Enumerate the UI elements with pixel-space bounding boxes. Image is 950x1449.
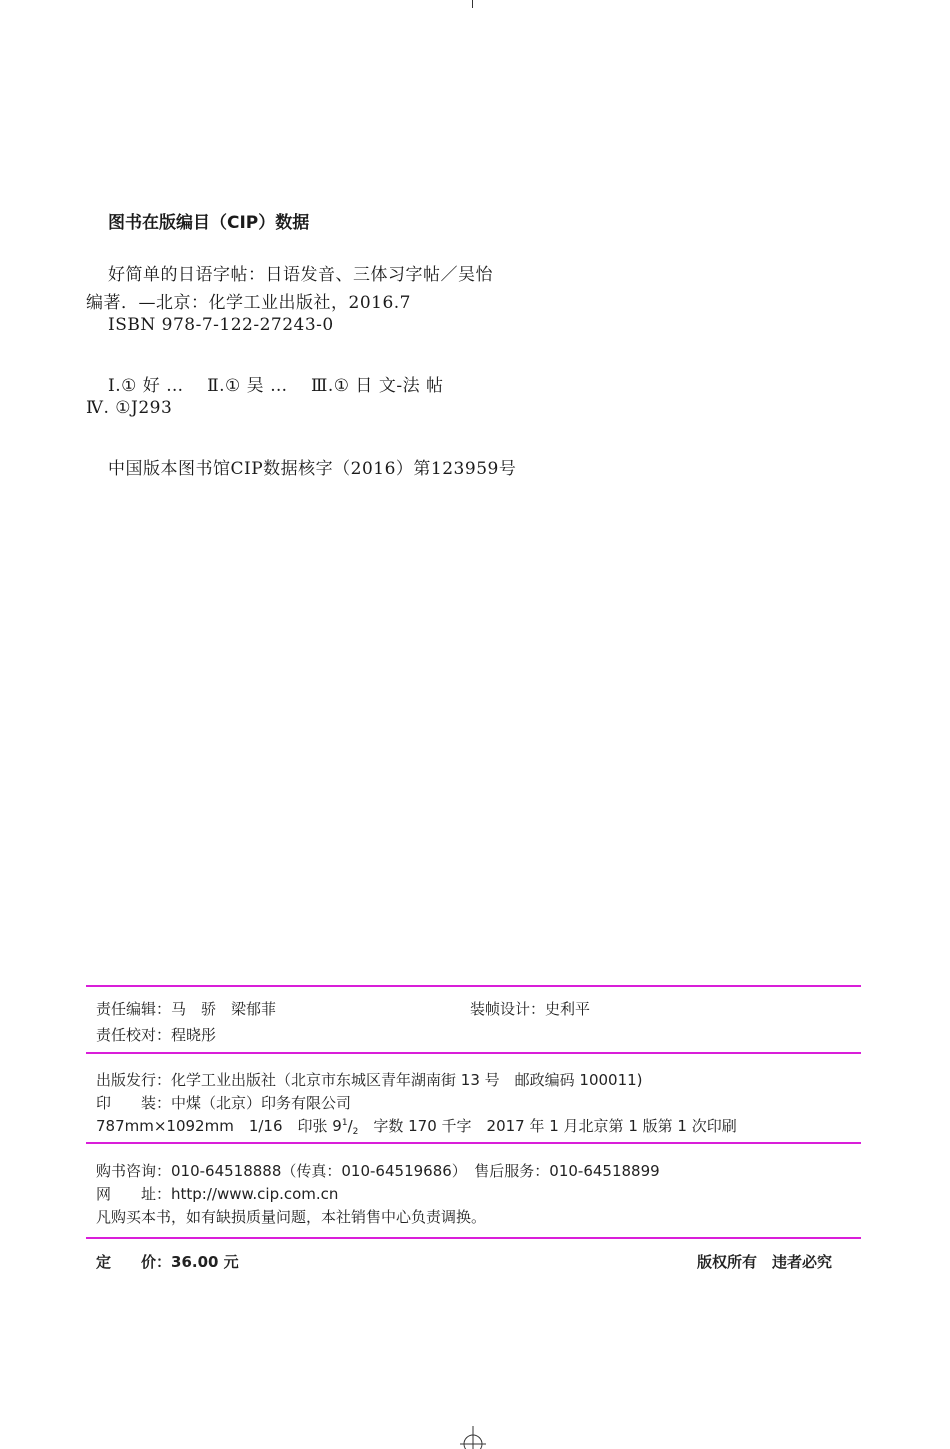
cip-publication-line: 编著．—北京：化学工业出版社，2016.7 [86,293,411,313]
publisher-line [96,1069,643,1090]
divider-rule [86,1052,861,1054]
publisher-value: 化学工业出版社（北京市东城区青年湖南街 13 号 邮政编码 100011) [171,1071,643,1089]
divider-rule [86,1237,861,1239]
spec-main: 787mm×1092mm 1/16 印张 9 [96,1117,342,1135]
spec-superscript: 1 [341,1118,348,1128]
cip-record-number: 中国版本图书馆CIP数据核字（2016）第123959号 [108,459,517,479]
editor-value: 马 骄 梁郁菲 [171,1000,277,1018]
price-line: 定 价：36.00 元 [96,1253,239,1271]
spec-subscript: 2 [352,1127,359,1137]
spec-rest: 字数 170 千字 2017 年 1 月北京第 1 版第 1 次印刷 [358,1117,737,1135]
cip-title-line: 好简单的日语字帖：日语发音、三体习字帖／吴怡 [108,265,493,285]
exchange-notice: 凡购买本书，如有缺损质量问题，本社销售中心负责调换。 [96,1208,487,1226]
cip-classification-number: Ⅳ. ①J293 [86,398,173,418]
printer-label: 印 装： [96,1094,172,1112]
specification-line [96,1115,737,1137]
publisher-label: 出版发行： [96,1071,172,1089]
spec-slash: / [347,1117,353,1135]
rights-notice: 版权所有 违者必究 [697,1253,833,1271]
consult-line: 购书咨询：010-64518888（传真：010-64519686） 售后服务：010-64518899 [96,1162,660,1180]
cip-classification-line: Ⅰ.① 好 … Ⅱ.① 吴 … Ⅲ.① 日 文-法 帖 [108,376,444,396]
designer-line [470,998,590,1019]
printer-line [96,1092,351,1113]
proofreader-line [96,1024,216,1045]
divider-rule [86,1142,861,1144]
proofreader-value: 程晓彤 [171,1026,217,1044]
printer-value: 中煤（北京）印务有限公司 [171,1094,352,1112]
editor-line [96,998,276,1019]
designer-label: 装帧设计： [470,1000,546,1018]
cip-heading: 图书在版编目（CIP）数据 [108,213,310,233]
proofreader-label: 责任校对： [96,1026,172,1044]
designer-value: 史利平 [545,1000,591,1018]
divider-rule [86,985,861,987]
crop-mark-top [472,0,473,8]
website-line: 网 址：http://www.cip.com.cn [96,1185,339,1203]
editor-label: 责任编辑： [96,1000,172,1018]
cip-isbn: ISBN 978-7-122-27243-0 [108,315,334,335]
registration-mark-icon [458,1426,488,1449]
